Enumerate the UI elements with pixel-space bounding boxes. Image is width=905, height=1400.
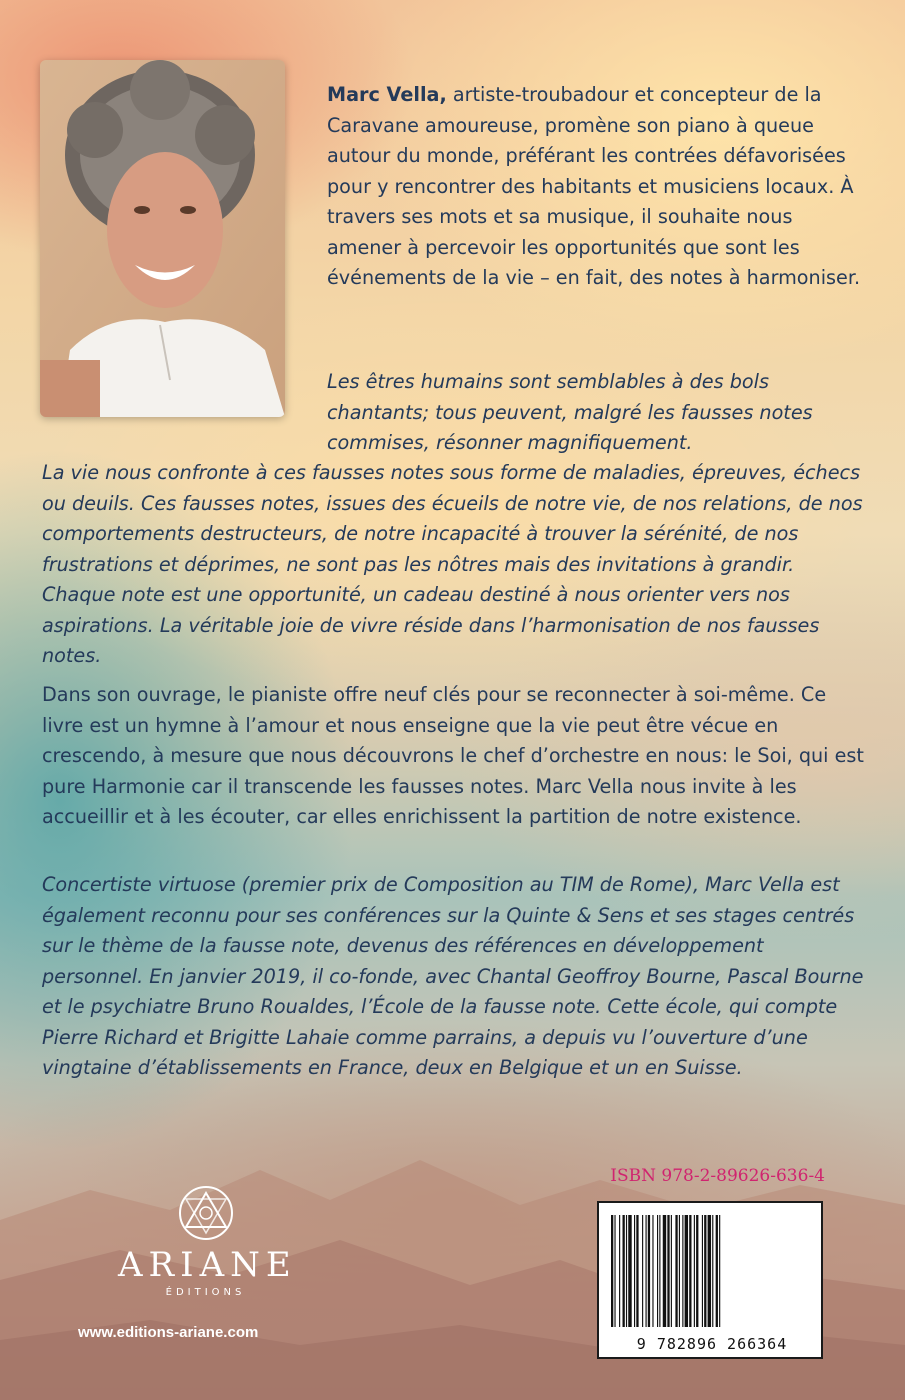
publisher-logo (118, 1185, 297, 1298)
author-name: Marc Vella, (327, 83, 447, 106)
quote-part-1: Les êtres humains sont semblables à des bols chantants; tous peuvent, malgré les fausses notes commises, résonner magnifiquement. (327, 370, 813, 454)
publisher-url[interactable]: www.editions-ariane.com (78, 1324, 259, 1341)
author-bio-text: artiste-troubadour et concepteur de la Caravane amoureuse, promène son piano à queue autour du monde, préférant les contrées défavorisées pour y rencontrer des habitants et musiciens locaux. À travers ses mots et sa musique, il souhaite nous amener à percevoir les opportunités que sont les événements de la vie – en fait, des notes à harmoniser. (327, 83, 861, 289)
book-summary: Dans son ouvrage, le pianiste offre neuf clés pour se reconnecter à soi-même. Ce livre est un hymne à l’amour et nous enseigne que la vie peut être vécue en crescendo, à mesure que nous découvrons le chef d’orchestre en nous: le Soi, qui est pure Harmonie car il transcende les fausses notes. Marc Vella nous invite à les accueillir et à les écouter, car elles enrichissent la partition de notre existence. (42, 683, 864, 828)
isbn-label: ISBN 978-2-89626-636-4 (610, 1166, 825, 1186)
publisher-subtitle: ÉDITIONS (165, 1287, 246, 1298)
barcode-number: 9 782896 266364 (636, 1335, 788, 1353)
barcode-bars (611, 1215, 813, 1327)
barcode (597, 1201, 823, 1359)
author-bio (327, 80, 867, 294)
author-credentials: Concertiste virtuose (premier prix de Composition au TIM de Rome), Marc Vella est également reconnu pour ses conférences sur la Quinte & Sens et ses stages centrés sur le thème de la fausse note, devenus des références en développement personnel. En janvier 2019, il co-fonde, avec Chantal Geoffroy Bourne, Pascal Bourne et le psychiatre Bruno Roualdes, l’École de la fausse note. Cette école, qui compte Pierre Richard et Brigitte Lahaie comme parrains, a depuis vu l’ouverture d’une vingtaine d’établissements en France, deux en Belgique et un en Suisse. (42, 873, 864, 1079)
author-photo (40, 60, 285, 417)
ariane-logo-icon (178, 1185, 234, 1241)
quote-part-2: La vie nous confronte à ces fausses notes sous forme de maladies, épreuves, échecs ou deuils. Ces fausses notes, issues des écueils de notre vie, de nos relations, de nos comportements destructeurs, de notre incapacité à trouver la sérénité, de nos frustrations et déprimes, ne sont pas les nôtres mais des invitations à grandir. Chaque note est une opportunité, un cadeau destiné à nous orienter vers nos aspirations. La véritable joie de vivre réside dans l’harmonisation de nos fausses notes. (42, 461, 863, 667)
publisher-name: ARIANE (118, 1245, 297, 1285)
